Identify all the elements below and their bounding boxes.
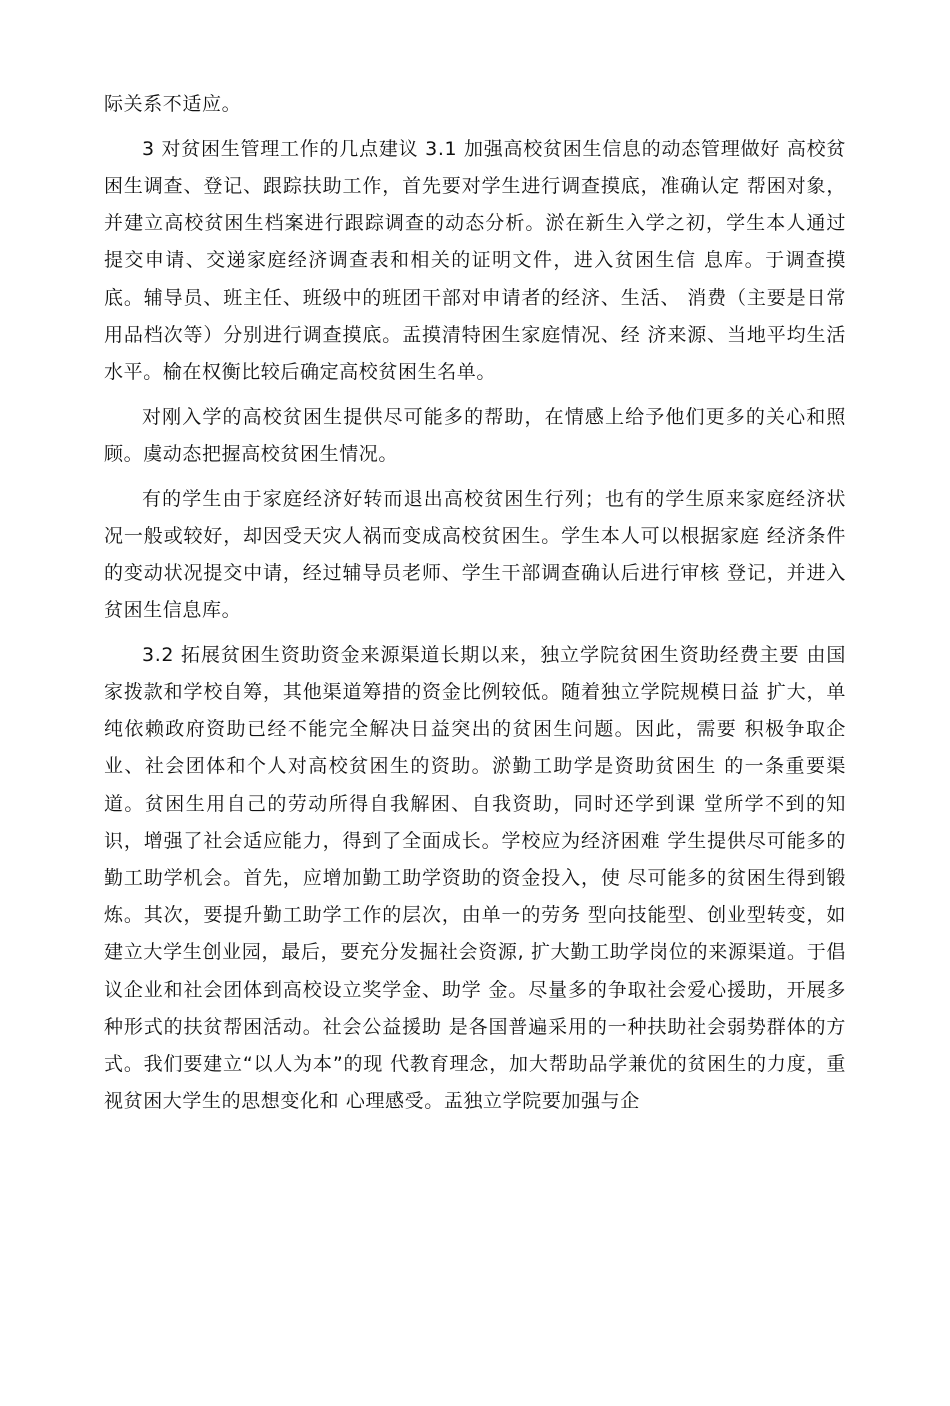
document-body bbox=[104, 86, 846, 1128]
paragraph-continuation: 际关系不适应。 bbox=[104, 93, 242, 115]
paragraph-section-3-2: 3.2 拓展贫困生资助资金来源渠道长期以来，独立学院贫困生资助经费主要 由国家拨款和学校自筹，其他渠道筹措的资金比例较低。随着独立学院规模日益 扩大，单纯依赖政府资助已经不能完全解决日益突出的贫困生问题。因此，需要 积极争取企业、社会团体和个人对高校贫困生的资助。淤勤工助学是资助贫困生 的一条重要渠道。贫困生用自己的劳动所得自我解困、自我资助，同时还学到课 堂所学不到的知识，增强了社会适应能力，得到了全面成长。学校应为经济困难 学生提供尽可能多的勤工助学机会。首先，应增加勤工助学资助的资金投入，使 尽可能多的贫困生得到锻炼。其次，要提升勤工助学工作的层次，由单一的劳务 型向技能型、创业型转变，如建立大学生创业园，最后，要充分发掘社会资源, 扩大勤工助学岗位的来源渠道。于倡议企业和社会团体到高校设立奖学金、助学 金。尽量多的争取社会爱心援助，开展多种形式的扶贫帮困活动。社会公益援助 是各国普遍采用的一种扶助社会弱势群体的方式。我们要建立“以人为本”的现 代教育理念，加大帮助品学兼优的贫困生的力度，重视贫困大学生的思想变化和 心理感受。盂独立学院要加强与企 bbox=[104, 643, 846, 1113]
paragraph-freshman-help: 对刚入学的高校贫困生提供尽可能多的帮助，在情感上给予他们更多的关心和照顾。虞动态把握高校贫困生情况。 bbox=[104, 405, 846, 465]
paragraph-section-3-1: 3 对贫困生管理工作的几点建议 3.1 加强高校贫困生信息的动态管理做好 高校贫困生调查、登记、跟踪扶助工作，首先要对学生进行调查摸底，准确认定 帮困对象，并建立高校贫困生档案进行跟踪调查的动态分析。淤在新生入学之初，学生本人通过提交申请、交递家庭经济调查表和相关的证明文件，进入贫困生信 息库。于调查摸底。辅导员、班主任、班级中的班团干部对申请者的经济、生活、 消费（主要是日常用品档次等）分别进行调查摸底。盂摸清特困生家庭情况、经 济来源、当地平均生活水平。榆在权衡比较后确定高校贫困生名单。 bbox=[104, 137, 846, 383]
paragraph-dynamic-status: 有的学生由于家庭经济好转而退出高校贫困生行列；也有的学生原来家庭经济状况一般或较好，却因受天灾人祸而变成高校贫困生。学生本人可以根据家庭 经济条件的变动状况提交中请，经过辅导员老师、学生干部调查确认后进行审核 登记，并进入贫困生信息库。 bbox=[104, 487, 846, 622]
